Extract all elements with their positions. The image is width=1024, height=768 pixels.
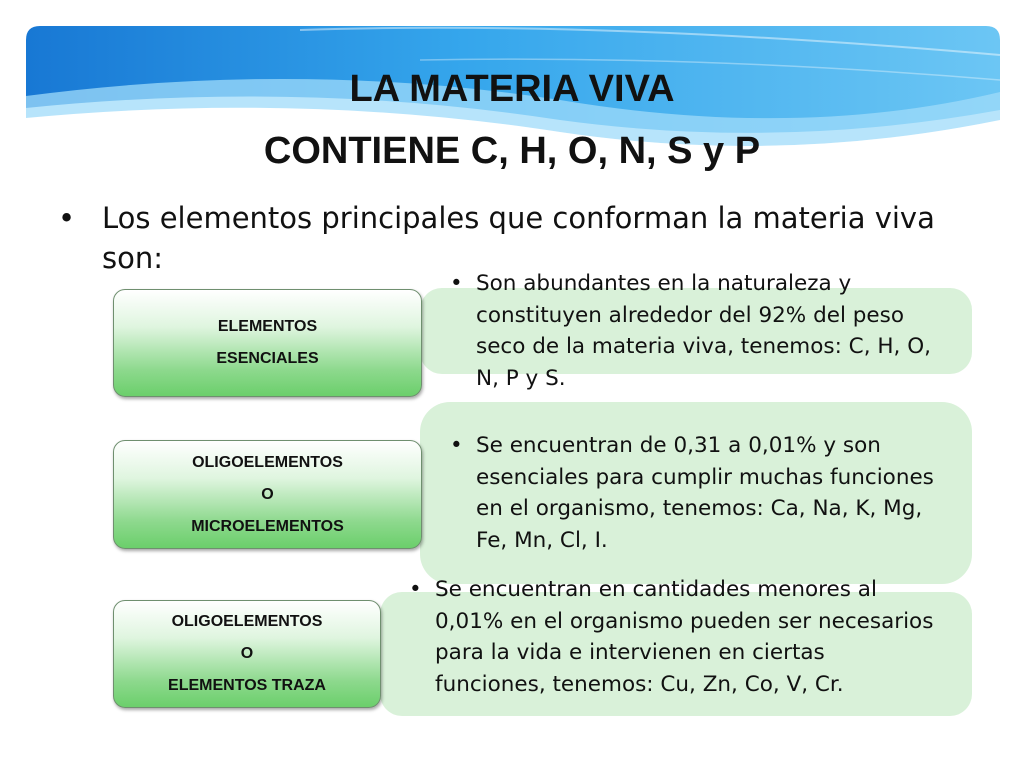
category-box-microelementos — [113, 440, 422, 549]
bullet-dot: • — [58, 201, 76, 235]
description-text: Se encuentran en cantidades menores al 0,01% en el organismo pueden ser necesarios para la vida e intervienen en ciertas funciones, tenemos: Cu, Zn, Co, V, Cr. — [435, 577, 934, 697]
category-box-elementos-esenciales — [113, 289, 422, 397]
bullet-dot: • — [409, 577, 422, 602]
category-label: OLIGOELEMENTOS — [171, 613, 323, 630]
category-box-elementos-traza — [113, 600, 381, 708]
category-label: O — [240, 645, 254, 662]
category-label: MICROELEMENTOS — [191, 517, 344, 535]
category-label: ESENCIALES — [216, 350, 319, 367]
title-line-2: CONTIENE C, H, O, N, S y P — [263, 130, 761, 172]
description-2 — [450, 430, 950, 556]
category-label: ELEMENTOS — [217, 318, 318, 335]
description-text: Se encuentran de 0,31 a 0,01% y son esenciales para cumplir muchas funciones en el organismo, tenemos: Ca, Na, K, Mg, Fe, Mn, Cl, I. — [476, 433, 934, 553]
category-label: O — [261, 485, 274, 503]
bullet-dot: • — [450, 433, 463, 458]
intro-text: Los elementos principales que conforman la materia viva son: — [102, 201, 935, 275]
bullet-dot: • — [450, 271, 463, 296]
title-line-1: LA MATERIA VIVA — [349, 68, 675, 110]
description-1 — [450, 268, 950, 394]
category-label: ELEMENTOS TRAZA — [168, 677, 326, 694]
description-text: Son abundantes en la naturaleza y constituyen alrededor del 92% del peso seco de la materia viva, tenemos: C, H, O, N, P y S. — [476, 271, 931, 391]
description-3 — [409, 574, 941, 700]
category-label: OLIGOELEMENTOS — [192, 453, 343, 471]
